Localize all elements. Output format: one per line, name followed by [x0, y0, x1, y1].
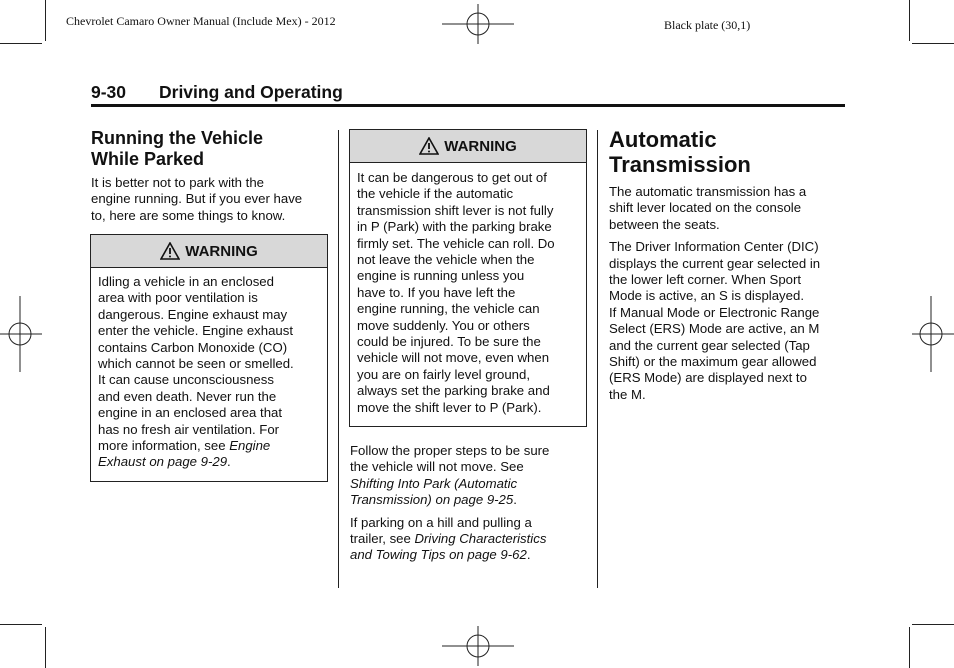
registration-mark-icon	[442, 626, 514, 666]
crop-mark-br-v	[909, 627, 910, 668]
plate-meta: Black plate (30,1)	[664, 18, 751, 32]
warning-text: Idling a vehicle in an enclosed area with poor ventilation is dangerous. Engine exhaust may enter the vehicle. Engine exhaust contains Carbon Monoxide (CO) which cannot be seen or smelled. It can cause unconsciousness and even death. Never run the engine in an enclosed area that has no fresh air ventilation. For more information, see Engine Exhaust on page 9-29.	[98, 274, 294, 470]
warning-header	[91, 235, 327, 268]
section-heading: Automatic Transmission	[609, 127, 751, 177]
column-2-text	[350, 443, 588, 564]
crop-mark-tl-v	[45, 0, 46, 41]
section-heading: Running the Vehicle While Parked	[91, 128, 264, 169]
warning-header	[350, 130, 586, 163]
cross-reference-link[interactable]: Shifting Into Park (Automatic	[350, 475, 518, 491]
warning-box	[90, 234, 328, 482]
cross-reference-link[interactable]: Driving Characteristics	[414, 531, 547, 547]
paragraph: The automatic transmission has a shift lever located on the console between the seats.	[609, 184, 807, 232]
cross-reference-link[interactable]: Transmission) on page 9-25	[350, 492, 514, 508]
intro-paragraph: It is better not to park with the engine running. But if you ever have to, here are some things to know.	[91, 175, 303, 223]
document-title-meta: Chevrolet Camaro Owner Manual (Include Mex) - 2012	[66, 14, 336, 28]
warning-triangle-icon	[160, 242, 180, 260]
warning-box	[349, 129, 587, 427]
crop-mark-bl-v	[45, 627, 46, 668]
registration-mark-icon	[912, 296, 954, 372]
column-1	[91, 128, 329, 224]
warning-title: WARNING	[444, 137, 517, 155]
crop-mark-tr-v	[909, 0, 910, 41]
page-header	[91, 82, 845, 107]
paragraph: The Driver Information Center (DIC) displays the current gear selected in the lower left corner. When Sport Mode is active, an S is displayed. If Manual Mode or Electronic Range Select (ERS) Mode are active, an M and the current gear selected (Tap Shift) or the maximum gear allowed (ERS Mode) are displayed next to the M.	[609, 239, 821, 402]
paragraph: Follow the proper steps to be sure the vehicle will not move. See Shifting Into Park (Automatic Transmission) on page 9-25.	[350, 443, 550, 508]
warning-triangle-icon	[419, 137, 439, 155]
crop-mark-br-h	[912, 624, 954, 625]
registration-mark-icon	[442, 4, 514, 44]
cross-reference-link[interactable]: Exhaust on page 9-29	[98, 454, 228, 470]
paragraph: If parking on a hill and pulling a trailer, see Driving Characteristics and Towing Tips on page 9-62.	[350, 514, 547, 563]
column-3	[609, 127, 849, 403]
crop-mark-bl-h	[0, 624, 42, 625]
warning-title: WARNING	[185, 242, 258, 260]
page-number: 9-30	[91, 82, 127, 102]
column-divider	[338, 130, 339, 588]
cross-reference-link[interactable]: and Towing Tips on page 9-62	[350, 547, 527, 563]
section-title: Driving and Operating	[159, 82, 343, 102]
crop-mark-tr-h	[912, 43, 954, 44]
column-divider	[597, 130, 598, 588]
registration-mark-icon	[0, 296, 42, 372]
warning-text: It can be dangerous to get out of the vehicle if the automatic transmission shift lever is not fully in P (Park) with the parking brake firmly set. The vehicle can roll. Do not leave the vehicle when the engine is running unless you have to. If you have left the engine running, the vehicle can move suddenly. You or others could be injured. To be sure the vehicle will not move, even when you are on fairly level ground, always set the parking brake and move the shift lever to P (Park).	[357, 170, 555, 415]
cross-reference-link[interactable]: Engine	[229, 438, 271, 454]
crop-mark-tl-h	[0, 43, 42, 44]
